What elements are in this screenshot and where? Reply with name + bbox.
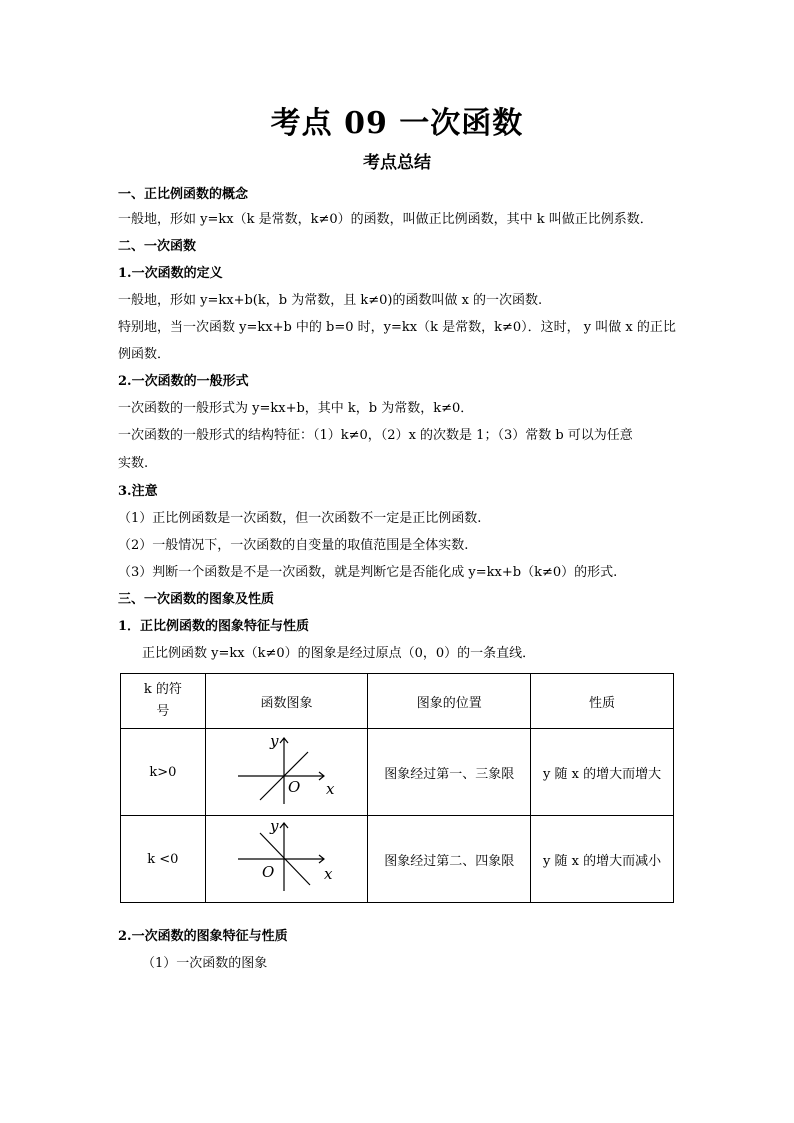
paragraph-3-1a: 正比例函数 y=kx（k≠0）的图象是经过原点（0，0）的一条直线． bbox=[142, 646, 536, 661]
y-axis-label: y bbox=[270, 732, 279, 750]
y-axis-label: y bbox=[270, 819, 279, 835]
note-2: （2）一般情况下，一次函数的自变量的取值范围是全体实数. bbox=[118, 538, 469, 553]
table-row bbox=[121, 729, 674, 816]
properties-table bbox=[120, 673, 674, 903]
page-title: 考点 09 一次函数 bbox=[270, 106, 524, 141]
page-subtitle: 考点总结 bbox=[363, 153, 431, 173]
subsection-2-2-heading: 2.一次函数的一般形式 bbox=[118, 374, 249, 389]
x-axis-label: x bbox=[324, 865, 333, 883]
x-axis-label: x bbox=[326, 780, 335, 798]
paragraph-2-1a: 一般地，形如 y=kx+b(k，b 为常数，且 k≠0)的函数叫做 x 的一次函数. bbox=[118, 293, 543, 308]
cell-sign: k <0 bbox=[121, 816, 206, 903]
paragraph-3-2a: （1）一次函数的图象 bbox=[142, 956, 268, 971]
section-3-heading: 三、一次函数的图象及性质 bbox=[118, 592, 275, 607]
subsection-2-1-heading: 1.一次函数的定义 bbox=[118, 266, 223, 281]
cell-property: y 随 x 的增大而增大 bbox=[531, 729, 674, 816]
cell-graph bbox=[205, 816, 368, 903]
table-header-row bbox=[121, 674, 674, 729]
subsection-2-3-heading: 3.注意 bbox=[118, 484, 158, 499]
header-sign: k 的符号 bbox=[121, 674, 206, 729]
paragraph-2-1c: 例函数． bbox=[118, 347, 171, 362]
subsection-3-1-heading: 1．正比例函数的图象特征与性质 bbox=[118, 619, 310, 634]
graph-decreasing bbox=[226, 819, 346, 895]
table-row bbox=[121, 816, 674, 903]
header-property: 性质 bbox=[531, 674, 674, 729]
paragraph-2-2b: 一次函数的一般形式的结构特征：（1）k≠0，（2）x 的次数是 1；（3）常数 b 可以为任意 bbox=[118, 428, 633, 443]
note-3: （3）判断一个函数是不是一次函数，就是判断它是否能化成 y=kx+b（k≠0）的形式. bbox=[118, 565, 618, 580]
section-1-heading: 一、正比例函数的概念 bbox=[118, 187, 249, 202]
cell-sign: k>0 bbox=[121, 729, 206, 816]
subsection-3-2-heading: 2.一次函数的图象特征与性质 bbox=[118, 929, 288, 944]
paragraph-2-1b: 特别地，当一次函数 y=kx+b 中的 b=0 时，y=kx（k 是常数，k≠0）．这时， y 叫做 x 的正比 bbox=[118, 320, 676, 335]
section-1-body: 一般地，形如 y=kx（k 是常数，k≠0）的函数，叫做正比例函数，其中 k 叫做正比例系数． bbox=[118, 212, 653, 227]
graph-increasing bbox=[226, 732, 346, 808]
cell-position: 图象经过第一、三象限 bbox=[368, 729, 531, 816]
paragraph-2-2a: 一次函数的一般形式为 y=kx+b，其中 k，b 为常数，k≠0． bbox=[118, 401, 474, 416]
origin-label: O bbox=[288, 778, 301, 796]
note-1: （1）正比例函数是一次函数，但一次函数不一定是正比例函数. bbox=[118, 511, 482, 526]
cell-graph bbox=[205, 729, 368, 816]
paragraph-2-2c: 实数. bbox=[118, 456, 149, 471]
cell-property: y 随 x 的增大而减小 bbox=[531, 816, 674, 903]
origin-label: O bbox=[262, 863, 275, 881]
header-position: 图象的位置 bbox=[368, 674, 531, 729]
header-graph: 函数图象 bbox=[205, 674, 368, 729]
section-2-heading: 二、一次函数 bbox=[118, 239, 197, 254]
cell-position: 图象经过第二、四象限 bbox=[368, 816, 531, 903]
